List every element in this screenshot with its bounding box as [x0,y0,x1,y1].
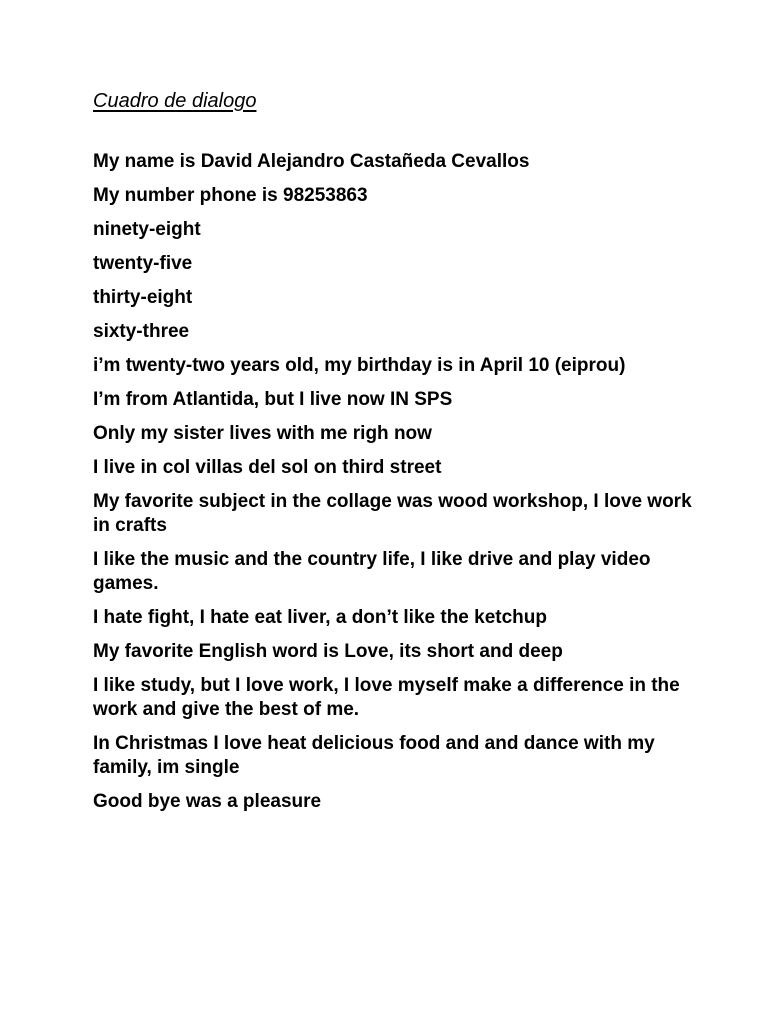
paragraph-phone: My number phone is 98253863 [93,185,368,206]
paragraph-goodbye: Good bye was a pleasure [93,791,322,812]
paragraph-dislikes: I hate fight, I hate eat liver, a don’t like the ketchup [93,607,547,628]
paragraph-likes: I like the music and the country life, I like drive and play video games. [93,549,651,594]
paragraph-age: i’m twenty-two years old, my birthday is in April 10 (eiprou) [93,355,626,376]
document-title: Cuadro de dialogo [93,90,257,112]
paragraph-number-63: sixty-three [93,321,190,342]
paragraph-subject: My favorite subject in the collage was wood workshop, I love work in crafts [93,491,692,536]
paragraph-name: My name is David Alejandro Castañeda Cevallos [93,151,530,172]
paragraph-number-98: ninety-eight [93,219,201,240]
paragraph-number-38: thirty-eight [93,287,193,308]
paragraph-household: Only my sister lives with me righ now [93,423,432,444]
paragraph-work: I like study, but I love work, I love myself make a difference in the work and give the best of me. [93,675,680,720]
paragraph-address: I live in col villas del sol on third street [93,457,442,478]
paragraph-number-25: twenty-five [93,253,193,274]
paragraph-favorite-word: My favorite English word is Love, its short and deep [93,641,563,662]
document-body [93,150,693,824]
paragraph-christmas: In Christmas I love heat delicious food and and dance with my family, im single [93,733,655,778]
paragraph-origin: I’m from Atlantida, but I live now IN SPS [93,389,453,410]
